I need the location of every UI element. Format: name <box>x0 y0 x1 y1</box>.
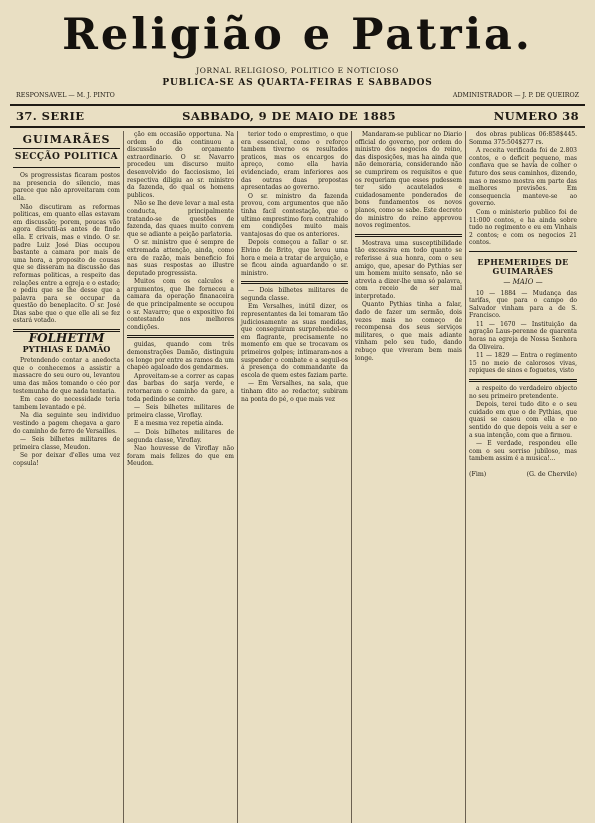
paragraph: dos obras publicas 06:858$445. Somma 375:504$277 rs. <box>469 131 577 146</box>
ephemeris-item: 11 — 1829 — Entra o regimento 15 no meio de calorosos vivas, repiques de sinos e foguetes, visto <box>469 352 577 375</box>
divider <box>13 148 120 149</box>
divider <box>127 335 234 338</box>
paragraph: Na dia seguinte seu individuo vestindo a pagem chegava a garo do caminho de ferro de Versailles. <box>13 412 120 435</box>
author-signature: (G. de Chervile) <box>526 470 577 478</box>
paragraph: — Dois bilhetes militares de segunda classe, Viroflay. <box>127 428 234 444</box>
column-5 <box>466 131 580 823</box>
paragraph: Pretendendo contar a anedocta que o conhecemos a assistir a massacre do seu ouro ou, levantou uma das mãos tomando o céo por testemunha de que nada tentaria. <box>13 357 120 395</box>
paragraph: ção em occasião opportuna. Na ordem do dia continuou a discussão do orçamento extraordinario. O sr. Navarro procedeu um discurso muito desenvolvido do facciosismo, lei respectiva diligiu ao sr. ministro da fazenda, do qual os homens publicos. <box>127 131 234 199</box>
publication-days: PUBLICA-SE AS QUARTA-FEIRAS E SABBADOS <box>162 78 433 88</box>
folhetim-title: FOLHETIM <box>28 331 105 346</box>
fim-mark: (Fim) <box>469 470 487 478</box>
paragraph: — E verdade, respondeu elle com o seu sorriso jubiloso, mas tambem assim é a musica!... <box>469 440 577 463</box>
paragraph: Com o ministerio publico foi de 11:000 contos, e ha ainda sobre tudo no regimento e eu em Vinhais 2 contos; e com os negocios 21 contos. <box>469 208 577 247</box>
newspaper-subtitle: JORNAL RELIGIOSO, POLITICO E NOTICIOSO <box>196 66 399 75</box>
issue-number: NUMERO 38 <box>493 109 579 123</box>
paragraph: Quanto Pythias tinha a falar, dado de fazer um sermão, dois vezes mais no começo de recompensa dos seus serviços militares, o que mais adiante vinham pelo seu tudo, dando rebuço que viveram bem mais longe. <box>355 301 462 362</box>
administrador: ADMINISTRADOR — J. P. DE QUEIROZ <box>452 92 579 99</box>
ephemerides-month: — MAIO — <box>503 277 543 286</box>
paragraph: Depois, terei tudo dito e o seu cuidado em que o de Pythias, que quasi se casou com ella e no sentido do que depois veiu a ser e a sua intenção, com que a firmou. <box>469 401 577 439</box>
column-1 <box>10 131 124 823</box>
column-3 <box>238 131 352 823</box>
divider <box>241 281 348 284</box>
paragraph: terior todo o emprestimo, o que era essencial, como o reforço tambem tiverno os resultados praticos, mas os encargos do apreço, como ella havia evidenciado, eram inferiores aos das outras duas propostas apresentadas ao governo. <box>241 131 348 192</box>
serie: 37. SERIE <box>16 109 85 123</box>
folhetim-subtitle: PYTHIAS E DAMÃO <box>22 343 111 354</box>
paragraph: — Seis bilhetes militares de primeira classe, Viroflay. <box>127 404 234 419</box>
article-columns <box>10 131 585 823</box>
section-title: GUIMARÃES <box>22 133 111 146</box>
paragraph: a respeito do verdadeiro objecto no seu primeiro pretendente. <box>469 385 577 400</box>
divider <box>469 379 577 382</box>
paragraph: guidas, quando com três demonstrações Damão, distinguiu os longe por entre as ramos da um chapéo agaloado dos gendarmes. <box>127 341 234 372</box>
divider <box>469 251 577 252</box>
paragraph: E a mesma vez repetia ainda. <box>134 420 224 428</box>
paragraph: O sr. ministro que é sempre de extremada attenção, ainda, como era de razão, mais beneficio foi nas suas respostas ao illustre deputado progressista. <box>127 239 234 277</box>
responsavel: RESPONSAVEL — M. J. PINTO <box>16 92 115 99</box>
paragraph: O sr. ministro da fazenda provou, com argumentos que não tinha facil contestação, que o ultimo emprestimo fora contrahido em condições muito mais vantajosas do que os anteriores. <box>241 192 348 238</box>
section-subtitle: SECÇÃO POLITICA <box>14 151 119 162</box>
paragraph: Depois começou a fallar o sr. Elvino de Brito, que levou uma hora e meia a tratar de arguição, e se ficou ainda aguardando o sr. ministro. <box>241 239 348 277</box>
dateline <box>10 104 585 128</box>
paragraph: Não se lhe deve levar a mal esta conducta, principalmente tratando-se de questões de fazenda, das quaes muito convem que se adiante a peição parlatoria. <box>127 200 234 238</box>
paragraph: — Dois bilhetes militares de segunda classe. <box>241 287 348 302</box>
ephemeris-item: 10 — 1884 — Mudança das tarifas, que para o campo do Salvador vinham para a de S. Francisco. <box>469 289 577 320</box>
ephemerides-title: EPHEMERIDES DE GUIMARÃES <box>477 256 569 276</box>
paragraph: Em caso do necessidade teria tambem levantado e pé. <box>13 396 120 411</box>
ephemeris-item: 11 — 1670 — Instituição da agração Laus-perenne de quarenta horas na egreja de Nossa Senhora da Oliveira. <box>469 320 577 351</box>
paragraph: Nao houvesse de Viroflay não foram mais felizes do que em Meudon. <box>127 445 234 468</box>
paragraph: Muitos com os calculos e argumentos, que lhe forneceu a camara da operação finanaceira de que principalmente se occupou o sr. Navarro; que o expositivo foi contestando nos melhores condições. <box>127 278 234 331</box>
column-2 <box>124 131 238 823</box>
paragraph: Em Versalhes, inútil dizer, os representantes da lei tomaram tão judiciosamente as suas medidas, que conseguiram surprehendel-os em flagrante, precisamente no momento em que se trocavam os primeiros golpes; intimaram-nos a suspender o combate e a seguil-os á presença do commandante da escola de quem estes faziam parte. <box>241 303 348 379</box>
signature-line <box>469 471 577 479</box>
column-4 <box>352 131 466 823</box>
divider <box>13 167 120 168</box>
divider <box>355 234 462 237</box>
paragraph: Se por deixar d'elles uma vez copsula! <box>13 452 120 467</box>
paragraph: — Seis bilhetes militares de primeira classe, Meudon. <box>13 436 120 451</box>
paragraph: Aproveitam-se a correr as capas das barbas do sarja verde, e retornaram o caminho da gare, a toda pedindo se corre. <box>127 372 234 403</box>
paragraph: — Em Versalhes, na sala, que tinham dito ao redactor, subiram na ponta do pé, o que mais vez <box>241 380 348 403</box>
paragraph: Não discutiram as reformas politicas, em quanto ellas estavam em discussão; porem, poucas vão agora discutil-as antes de findo ella. E crivais, mas e vindo. O sr. padre Luiz José Dias occupou bastante a camara por mais de uma hora, a proposito de cousas que se disseram na discussão das reformas politicas, a respeito das relações entre a egreja e o estado; e pediu que se lhe desse que a palavra para se occupar da questão do beneplacito. O sr. José Dias sabe que o que elle ali se fez estará votado. <box>13 203 120 325</box>
paragraph: Os progressistas ficaram postos na presencia do silencio, mas parece que não aproveitaram com ella. <box>13 172 120 202</box>
masthead-title: Religião e Patria. <box>62 10 533 60</box>
paragraph: Mandaram-se publicar no Diario official do governo, por ordem do ministro dos negocios do reino, das disposições, mas ha ainda que não demoraria, considerando não se cumprirem os requisitos e que os requeriam que esses pudessem ter sido acautelados e cuidadosamente ponderados de bons fundamentos os novos planos, como se sabe. Este decreto do ministro do reino approvou novos regimentos. <box>355 131 462 230</box>
newspaper-page <box>10 8 585 794</box>
paragraph: Mostrava uma susceptibilidade tão excessiva em todo quanto se referisse á sua honra, com o seu amigo, que, apesar do Pythias ser um homem muito sensato, não se atrevia a dizer-lhe uma só palavra, com receio de ser mal interpretado. <box>355 239 462 300</box>
staff-line <box>10 92 585 99</box>
issue-date: SABBADO, 9 DE MAIO DE 1885 <box>182 109 397 123</box>
paragraph: A receita verificada foi de 2.803 contos, e o deficit pequeno, mas confiava que se havia de colher o futuro dos seus caminhos, dizendo, mas o mesmo mostra em parte das melhores previsões. Em consequencia manteve-se ao governo. <box>469 147 577 208</box>
